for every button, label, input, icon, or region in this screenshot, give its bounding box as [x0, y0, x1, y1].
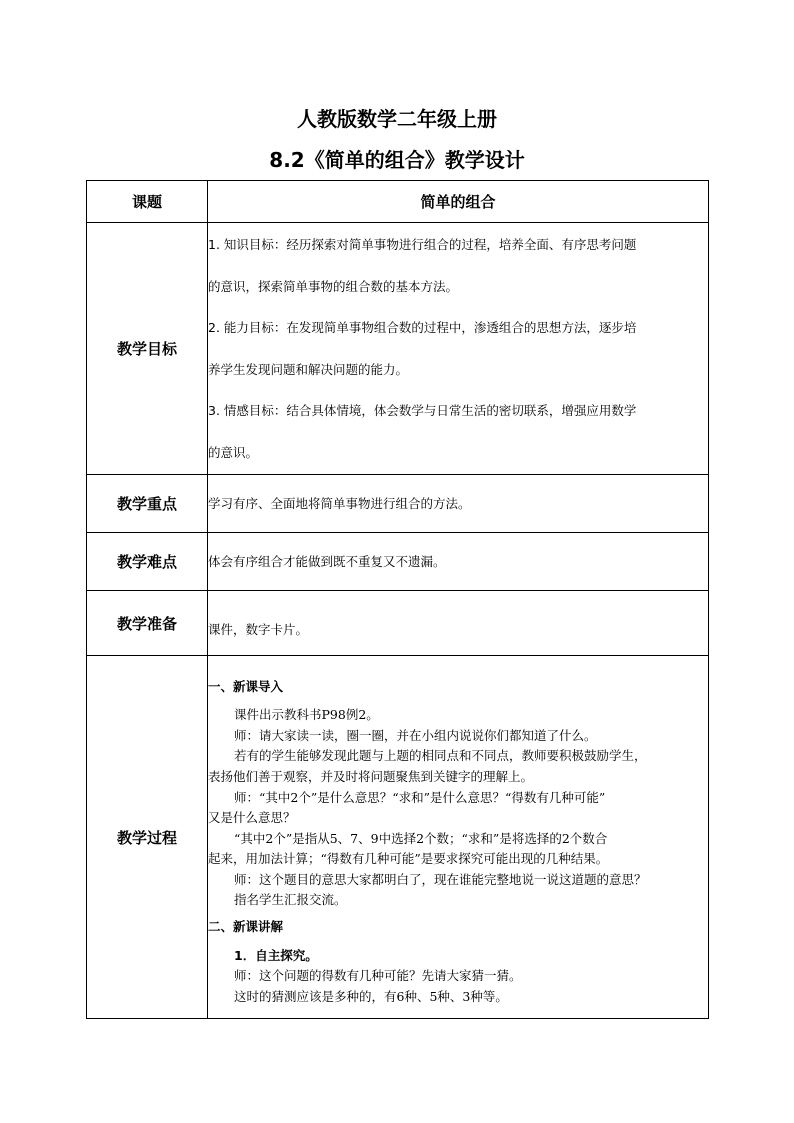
difficulty-row [87, 533, 709, 591]
subsection-heading: 1．自主探究。 [234, 947, 318, 963]
process-row [87, 656, 709, 1019]
topic-label: 课题 [87, 181, 208, 223]
section-heading: 一、新课导入 [208, 678, 284, 694]
key-points-text: 学习有序、全面地将简单事物进行组合的方法。 [208, 495, 471, 511]
process-paragraph: 师：这个题目的意思大家都明白了，现在谁能完整地说一说这道题的意思？ [234, 871, 647, 887]
goal-line: 3. 情感目标：结合具体情境，体会数学与日常生活的密切联系，增强应用数学 [208, 403, 637, 418]
goal-line: 1. 知识目标：经历探索对简单事物进行组合的过程，培养全面、有序思考问题 [208, 237, 637, 252]
process-paragraph: 师：“其中2个”是什么意思？“求和”是什么意思？“得数有几种可能” [234, 789, 606, 805]
key-points-value [208, 475, 709, 533]
process-paragraph: “其中2个”是指从5、7、9中选择2个数；“求和”是将选择的2个数合 [234, 830, 608, 846]
preparation-value [208, 591, 709, 656]
goal-line: 的意识，探索简单事物的组合数的基本方法。 [208, 278, 459, 294]
process-paragraph: 又是什么意思？ [208, 810, 296, 826]
process-paragraph: 这时的猜测应该是多种的，有6种、5种、3种等。 [234, 988, 508, 1004]
difficulty-value [208, 533, 709, 591]
process-paragraph: 若有的学生能够发现此题与上题的相同点和不同点，教师要积极鼓励学生， [234, 748, 647, 764]
process-paragraph: 表扬他们善于观察，并及时将问题聚焦到关键字的理解上。 [208, 768, 534, 784]
goals-label: 教学目标 [87, 223, 208, 475]
difficulty-text: 体会有序组合才能做到既不重复又不遗漏。 [208, 553, 446, 569]
process-content [208, 656, 709, 1019]
process-paragraph: 师：请大家读一读，圈一圈，并在小组内说说你们都知道了什么。 [234, 727, 597, 743]
process-paragraph: 课件出示教科书P98例2。 [234, 707, 379, 723]
preparation-row [87, 591, 709, 656]
key-points-label: 教学重点 [87, 475, 208, 533]
goals-content [208, 223, 709, 475]
goals-row [87, 223, 709, 475]
goal-line: 的意识。 [208, 444, 259, 460]
process-paragraph: 起来，用加法计算；“得数有几种可能”是要求探究可能出现的几种结果。 [208, 851, 609, 867]
goal-line: 2. 能力目标：在发现简单事物组合数的过程中，渗透组合的思想方法，逐步培 [208, 320, 637, 335]
preparation-label: 教学准备 [87, 591, 208, 656]
document-title: 人教版数学二年级上册 [297, 107, 497, 131]
key-points-row [87, 475, 709, 533]
goal-line: 养学生发现问题和解决问题的能力。 [208, 361, 409, 377]
process-paragraph: 师：这个问题的得数有几种可能？先请大家猜一猜。 [234, 968, 522, 984]
preparation-text: 课件，数字卡片。 [208, 622, 309, 637]
lesson-plan-table [86, 180, 709, 1019]
topic-value: 简单的组合 [208, 181, 709, 223]
topic-row [87, 181, 709, 223]
process-label: 教学过程 [87, 656, 208, 1019]
document-subtitle: 8.2《简单的组合》教学设计 [269, 148, 525, 172]
section-heading: 二、新课讲解 [208, 919, 284, 935]
difficulty-label: 教学难点 [87, 533, 208, 591]
process-paragraph: 指名学生汇报交流。 [234, 892, 347, 908]
